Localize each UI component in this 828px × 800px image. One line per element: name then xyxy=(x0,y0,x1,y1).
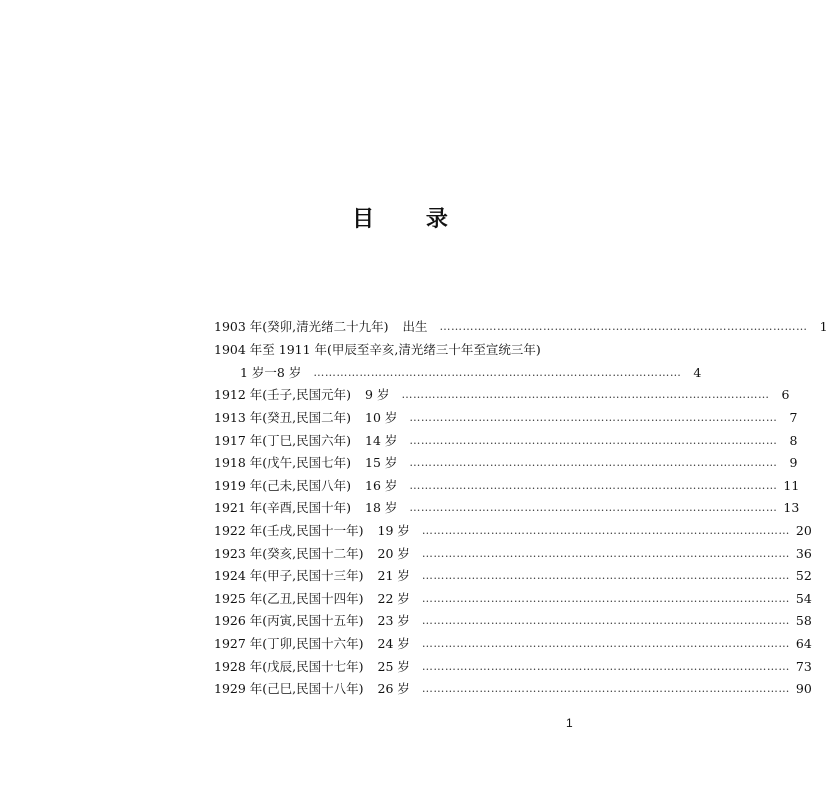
entry-age: 9 岁 xyxy=(365,387,390,402)
leader-dots: …………………………………………………………………………………… xyxy=(409,501,778,514)
entry-age: 16 岁 xyxy=(365,478,398,493)
entry-age: 15 岁 xyxy=(365,455,398,470)
entry-age: 26 岁 xyxy=(377,681,410,696)
entry-page: 1 xyxy=(819,319,828,334)
entry-label: 1921 年(辛酉,民国十年) xyxy=(214,500,352,515)
leader-dots: …………………………………………………………………………………… xyxy=(421,547,790,560)
toc-entry xyxy=(214,475,800,497)
entry-page: 4 xyxy=(693,365,702,380)
entry-label: 1929 年(己巳,民国十八年) xyxy=(214,681,364,696)
toc-entry xyxy=(214,588,812,610)
entry-page: 8 xyxy=(789,433,798,448)
toc-entry xyxy=(214,339,586,361)
entry-page: 36 xyxy=(795,546,812,561)
entry-page: 58 xyxy=(795,613,812,628)
entry-page: 64 xyxy=(795,636,812,651)
entry-page: 90 xyxy=(795,681,812,696)
toc-entry xyxy=(214,543,812,565)
entry-label: 1923 年(癸亥,民国十二年) xyxy=(214,546,364,561)
entry-age: 21 岁 xyxy=(377,568,410,583)
leader-dots: …………………………………………………………………………………… xyxy=(409,434,778,447)
leader-dots: …………………………………………………………………………………… xyxy=(421,592,790,605)
leader-dots: …………………………………………………………………………………… xyxy=(409,479,778,492)
entry-label: 1927 年(丁卯,民国十六年) xyxy=(214,636,364,651)
leader-dots: …………………………………………………………………………………… xyxy=(421,614,790,627)
leader-dots: …………………………………………………………………………………… xyxy=(421,660,790,673)
entry-age: 10 岁 xyxy=(365,410,398,425)
entry-label: 1922 年(壬戌,民国十一年) xyxy=(214,523,364,538)
entry-age: 25 岁 xyxy=(377,659,410,674)
toc-entry xyxy=(214,656,812,678)
entry-age: 22 岁 xyxy=(377,591,410,606)
entry-age: 24 岁 xyxy=(377,636,410,651)
leader-dots: …………………………………………………………………………………… xyxy=(421,637,790,650)
leader-dots: …………………………………………………………………………………… xyxy=(409,456,778,469)
entry-label: 1925 年(乙丑,民国十四年) xyxy=(214,591,364,606)
entry-page: 20 xyxy=(795,523,812,538)
entry-page: 9 xyxy=(789,455,798,470)
entry-age: 23 岁 xyxy=(377,613,410,628)
toc-entry xyxy=(214,407,798,429)
toc-entry xyxy=(240,362,702,384)
entry-label: 1 岁一8 岁 xyxy=(240,365,302,380)
entry-page: 54 xyxy=(795,591,812,606)
toc-entry xyxy=(214,497,800,519)
entry-age: 19 岁 xyxy=(377,523,410,538)
entry-label: 1924 年(甲子,民国十三年) xyxy=(214,568,364,583)
toc-entry xyxy=(214,452,798,474)
page-number: 1 xyxy=(566,716,573,730)
leader-dots: …………………………………………………………………………………… xyxy=(421,569,790,582)
entry-label: 1912 年(壬子,民国元年) xyxy=(214,387,352,402)
leader-dots: …………………………………………………………………………………… xyxy=(409,411,778,424)
entry-page: 6 xyxy=(781,387,790,402)
entry-label: 1918 年(戊午,民国七年) xyxy=(214,455,352,470)
entry-page: 13 xyxy=(783,500,800,515)
toc-entry xyxy=(214,384,790,406)
toc-entry xyxy=(214,678,812,700)
toc-entry xyxy=(214,520,812,542)
leader-dots: …………………………………………………………………………………… xyxy=(439,320,808,333)
toc-entry xyxy=(214,565,812,587)
leader-dots: …………………………………………………………………………………… xyxy=(421,682,790,695)
leader-dots: …………………………………………………………………………………… xyxy=(401,388,770,401)
entry-label: 1913 年(癸丑,民国二年) xyxy=(214,410,352,425)
toc-entry xyxy=(214,633,812,655)
page-title: 目 录 xyxy=(352,206,470,232)
entry-page: 73 xyxy=(795,659,812,674)
entry-label: 1926 年(丙寅,民国十五年) xyxy=(214,613,364,628)
entry-label: 1928 年(戊辰,民国十七年) xyxy=(214,659,364,674)
toc-entry xyxy=(214,316,828,338)
toc-entry xyxy=(214,610,812,632)
entry-label: 1919 年(己未,民国八年) xyxy=(214,478,352,493)
entry-page: 11 xyxy=(783,478,800,493)
leader-dots: …………………………………………………………………………………… xyxy=(421,524,790,537)
entry-page: 7 xyxy=(789,410,798,425)
entry-age: 20 岁 xyxy=(377,546,410,561)
entry-label: 1904 年至 1911 年(甲辰至辛亥,清光绪三十年至宣统三年) xyxy=(214,342,541,357)
leader-dots: …………………………………………………………………………………… xyxy=(313,366,682,379)
entry-age: 出生 xyxy=(402,319,428,334)
entry-age: 14 岁 xyxy=(365,433,398,448)
entry-age: 18 岁 xyxy=(365,500,398,515)
entry-page: 52 xyxy=(795,568,812,583)
toc-entry xyxy=(214,430,798,452)
entry-label: 1903 年(癸卯,清光绪二十九年) xyxy=(214,319,389,334)
entry-label: 1917 年(丁巳,民国六年) xyxy=(214,433,352,448)
